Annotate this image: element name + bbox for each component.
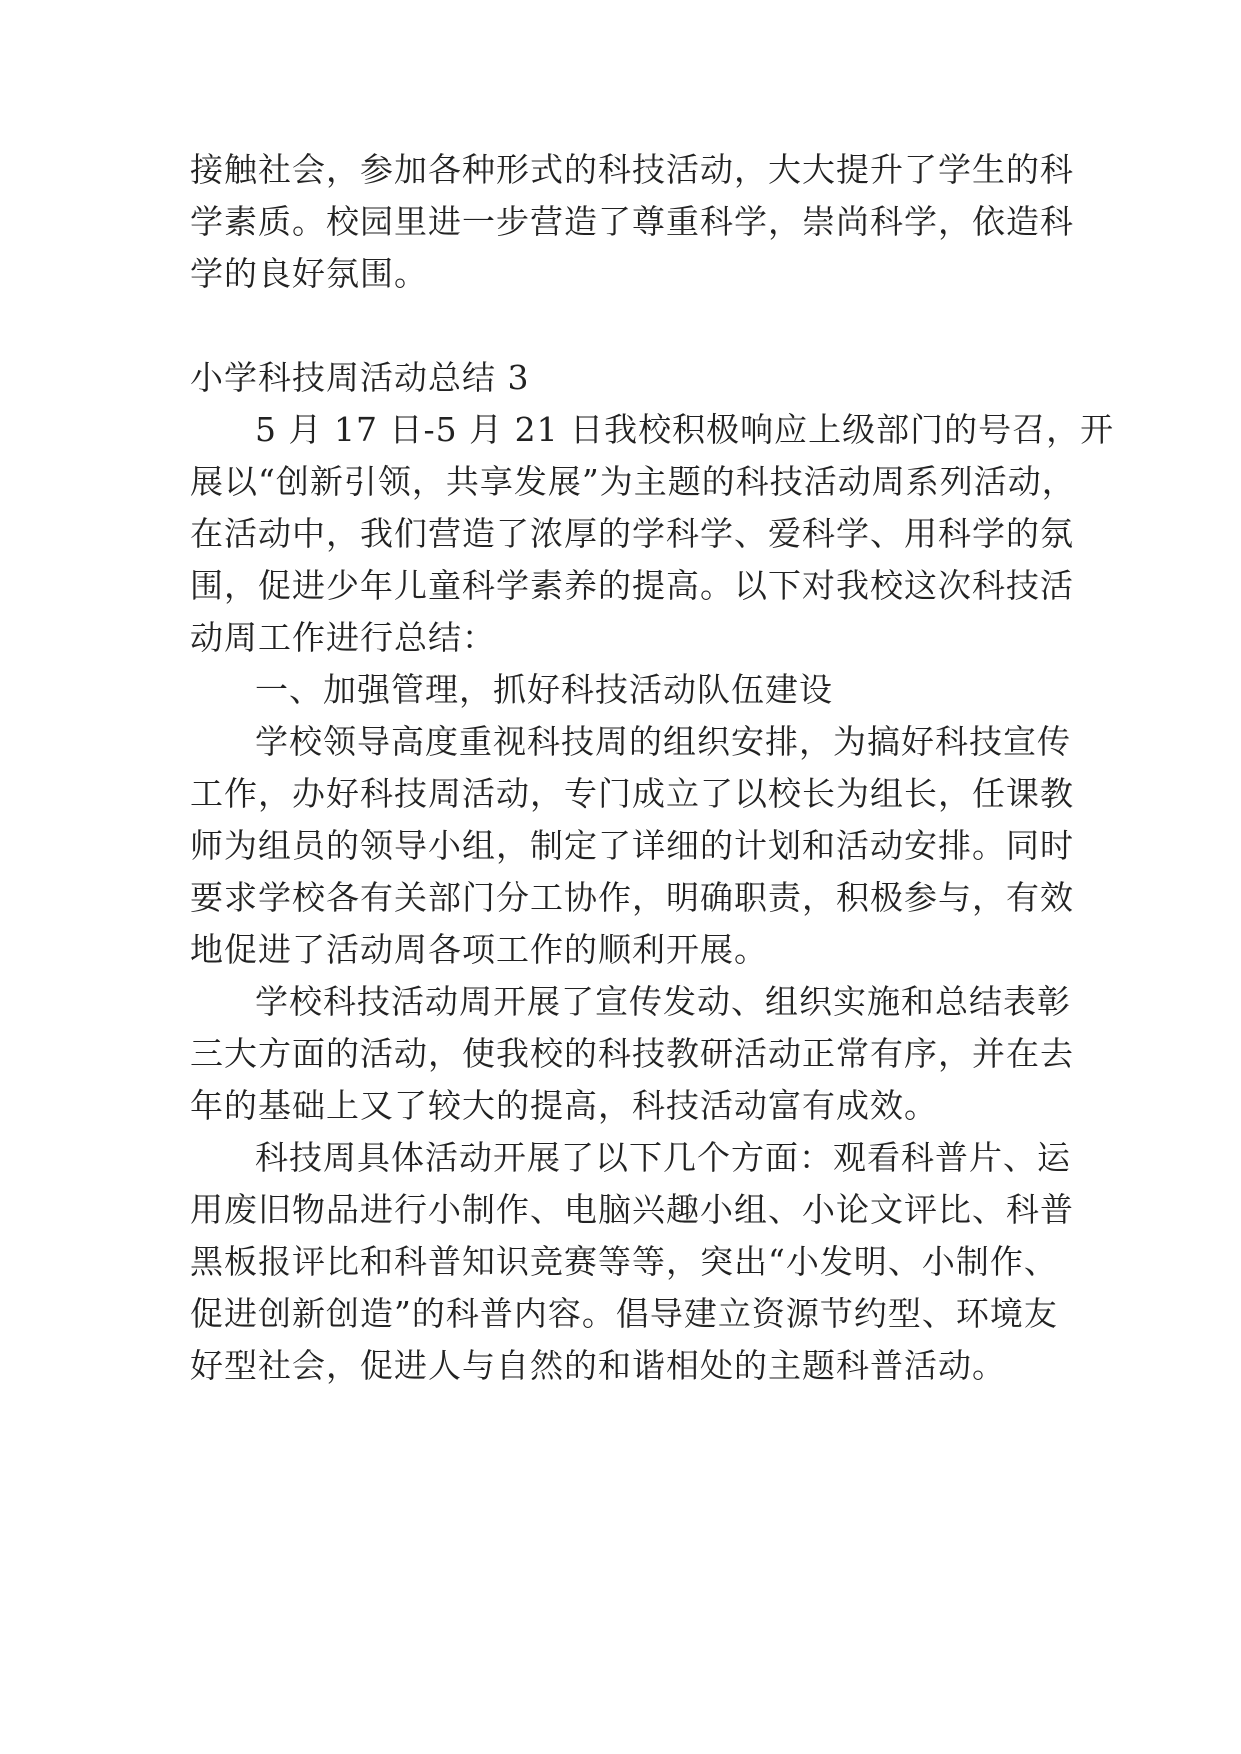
paragraph-line: 工作，办好科技周活动，专门成立了以校长为组长，任课教 — [190, 774, 1074, 813]
paragraph-line: 好型社会，促进人与自然的和谐相处的主题科普活动。 — [190, 1346, 1006, 1385]
paragraph-line: 5 月 17 日-5 月 21 日我校积极响应上级部门的号召，开 — [255, 410, 1115, 449]
section-title: 小学科技周活动总结 3 — [190, 358, 530, 397]
paragraph-line: 展以“创新引领，共享发展”为主题的科技活动周系列活动， — [190, 462, 1076, 501]
intro-line: 学素质。校园里进一步营造了尊重科学，崇尚科学，依造科 — [190, 202, 1074, 241]
paragraph-line: 年的基础上又了较大的提高，科技活动富有成效。 — [190, 1086, 938, 1125]
paragraph-line: 地促进了活动周各项工作的顺利开展。 — [190, 930, 768, 969]
paragraph-line: 促进创新创造”的科普内容。倡导建立资源节约型、环境友 — [190, 1294, 1058, 1333]
paragraph-line: 师为组员的领导小组，制定了详细的计划和活动安排。同时 — [190, 826, 1074, 865]
subheading: 一、加强管理，抓好科技活动队伍建设 — [255, 670, 833, 709]
intro-line: 学的良好氛围。 — [190, 254, 428, 293]
paragraph-line: 科技周具体活动开展了以下几个方面：观看科普片、运 — [255, 1138, 1071, 1177]
paragraph-line: 黑板报评比和科普知识竞赛等等，突出“小发明、小制作、 — [190, 1242, 1058, 1281]
paragraph-line: 在活动中，我们营造了浓厚的学科学、爱科学、用科学的氛 — [190, 514, 1074, 553]
paragraph-line: 动周工作进行总结： — [190, 618, 496, 657]
paragraph-line: 要求学校各有关部门分工协作，明确职责，积极参与，有效 — [190, 878, 1074, 917]
intro-line: 接触社会，参加各种形式的科技活动，大大提升了学生的科 — [190, 150, 1074, 189]
paragraph-line: 围，促进少年儿童科学素养的提高。以下对我校这次科技活 — [190, 566, 1074, 605]
paragraph-line: 三大方面的活动，使我校的科技教研活动正常有序，并在去 — [190, 1034, 1074, 1073]
paragraph-line: 学校科技活动周开展了宣传发动、组织实施和总结表彰 — [255, 982, 1071, 1021]
paragraph-line: 学校领导高度重视科技周的组织安排，为搞好科技宣传 — [255, 722, 1071, 761]
paragraph-line: 用废旧物品进行小制作、电脑兴趣小组、小论文评比、科普 — [190, 1190, 1074, 1229]
